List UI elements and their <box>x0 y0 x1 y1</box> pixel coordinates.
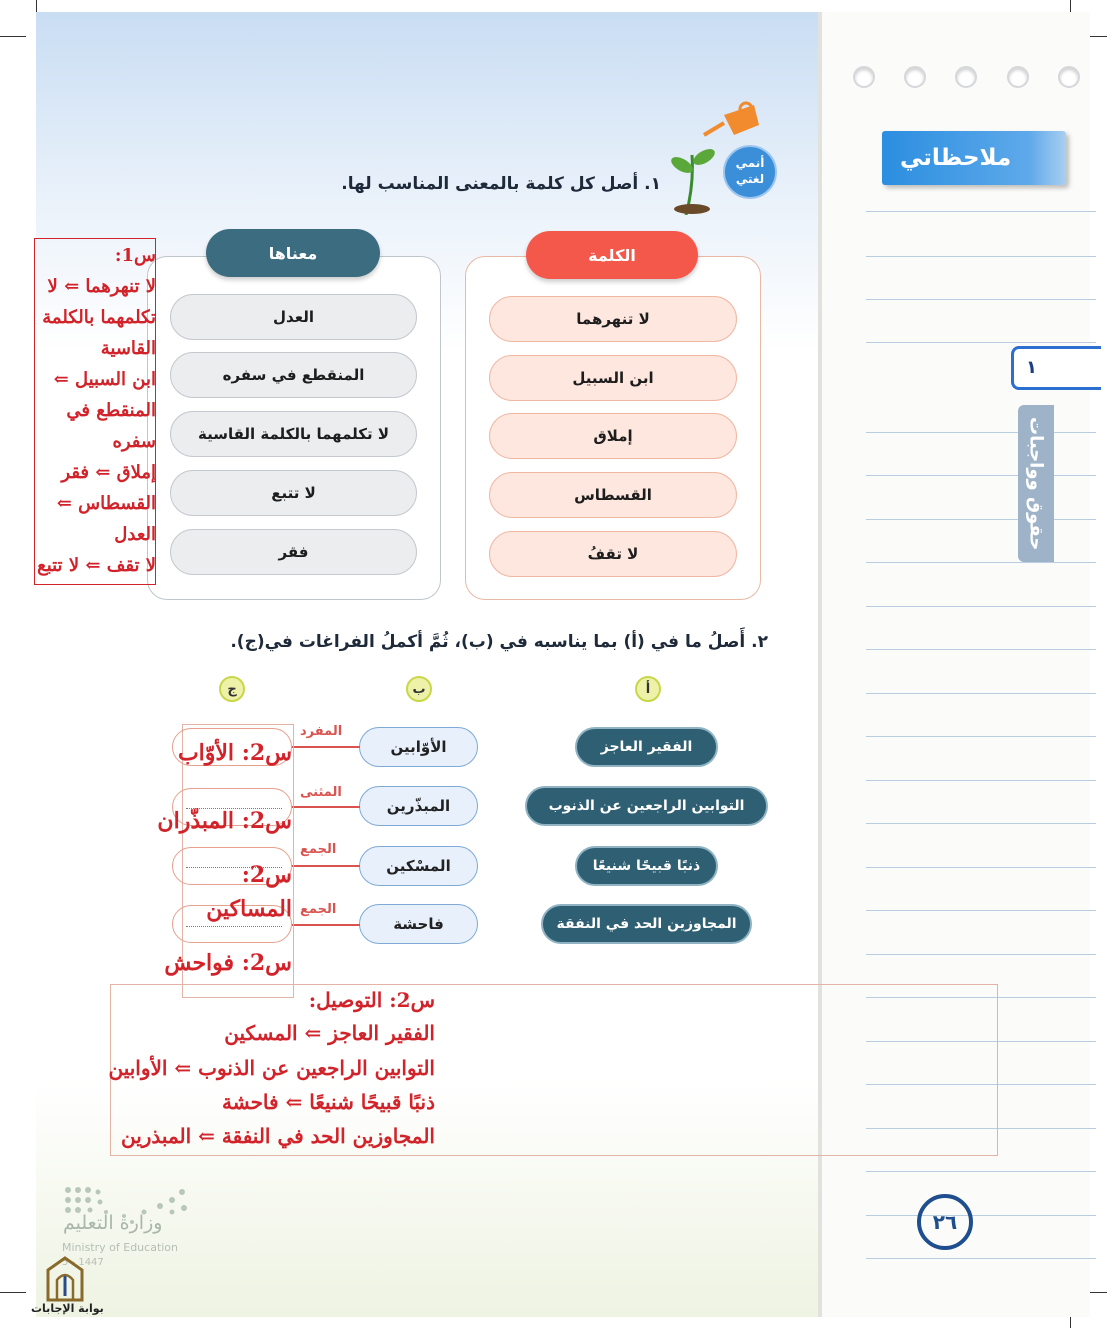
note-line <box>866 1258 1096 1259</box>
note-line <box>866 475 1096 476</box>
meaning-item[interactable]: المنقطع في سفره <box>170 352 417 398</box>
word-item[interactable]: القسطاس <box>489 472 737 518</box>
column-b-label: ب <box>406 676 432 702</box>
connector-line <box>292 924 360 926</box>
note-line <box>866 954 1096 955</box>
c-answer: س2: الأوّاب <box>177 740 292 766</box>
b-item[interactable]: فاحشة <box>359 904 478 944</box>
note-line <box>866 736 1096 737</box>
blank-dots <box>186 926 282 927</box>
note-line <box>866 1171 1096 1172</box>
language-badge <box>723 145 777 199</box>
note-line <box>866 519 1096 520</box>
note-line <box>866 780 1096 781</box>
note-line <box>866 910 1096 911</box>
binder-ring-icon <box>904 66 926 88</box>
ministry-name-en: Ministry of Education <box>62 1241 179 1254</box>
notes-banner <box>882 131 1066 185</box>
b-item[interactable]: المبذّرين <box>359 786 478 826</box>
a-item[interactable]: التوابين الراجعين عن الذنوب <box>525 786 768 826</box>
page-number <box>917 1194 973 1250</box>
form-tag: الجمع <box>300 902 337 917</box>
note-line <box>866 211 1096 212</box>
unit-title: حقوق وواجبات <box>1025 416 1047 551</box>
ministry-name-ar: وزارة التعليم <box>63 1212 163 1234</box>
q2-answer-line: التوابين الراجعين عن الذنوب ⇐ الأوابين <box>108 1056 435 1080</box>
q1-answer-text <box>36 240 156 581</box>
note-line <box>866 693 1096 694</box>
meaning-item[interactable]: فقر <box>170 529 417 575</box>
q1-answer-line: لا تقف ⇐ لا تتبع <box>37 555 156 576</box>
note-line <box>866 823 1096 824</box>
c-answer: المساكين <box>206 896 292 922</box>
c-answer: س2: المبذّران <box>157 808 292 834</box>
q2-answer-line: المجاوزين الحد في النفقة ⇐ المبذرين <box>120 1124 435 1148</box>
note-line <box>866 867 1096 868</box>
connector-line <box>292 806 360 808</box>
unit-number: ١ <box>1026 357 1037 378</box>
binder-ring-icon <box>955 66 977 88</box>
exercise1-title: ١. أصل كل كلمة بالمعنى المناسب لها. <box>341 174 661 194</box>
q1-answer-line: القسطاس ⇐ العدل <box>56 493 156 545</box>
badge-line1: أنمي <box>735 156 765 171</box>
note-line <box>866 649 1096 650</box>
note-line <box>866 256 1096 257</box>
form-tag: الجمع <box>300 842 337 857</box>
crop-mark <box>0 36 26 37</box>
b-item[interactable]: الأوّابين <box>359 727 478 767</box>
column-c-label: ج <box>219 676 245 702</box>
word-item[interactable]: لا تقفُ <box>489 531 737 577</box>
meaning-item[interactable]: لا تكلمهما بالكلمة القاسية <box>170 411 417 457</box>
exercise2-title: ٢. أَصلُ ما في (أ) بما يناسبه في (ب)، ثُمَّ أكملُ الفراغات في(ج). <box>230 632 768 652</box>
meaning-item[interactable]: العدل <box>170 294 417 340</box>
q1-answer-line: لا تنهرهما ⇐ لا تكلمهما بالكلمة القاسية <box>42 276 156 359</box>
words-header: الكلمة <box>526 231 698 279</box>
q2-answer-line: الفقير العاجز ⇐ المسكين <box>224 1021 435 1045</box>
c-answer: س2: فواحش <box>164 950 292 976</box>
q2-answer-line: س2: التوصيل: <box>308 988 435 1012</box>
word-item[interactable]: لا تنهرهما <box>489 296 737 342</box>
q2-answer-line: ذنبًا قبيحًا شنيعًا ⇐ فاحشة <box>222 1090 435 1114</box>
b-item[interactable]: المسْكين <box>359 846 478 886</box>
note-line <box>866 1215 1096 1216</box>
portal-name: بوابة الإجابات <box>31 1302 104 1315</box>
q1-answer-line: س1: <box>114 245 156 266</box>
portal-logo-icon <box>44 1256 86 1302</box>
notes-title: ملاحظاتي <box>900 145 1012 171</box>
form-tag: المثنى <box>300 785 342 800</box>
binder-ring-icon <box>853 66 875 88</box>
form-tag: المفرد <box>300 724 343 739</box>
page-number-text: ٢٦ <box>932 1210 958 1234</box>
note-line <box>866 342 1096 343</box>
q1-answer-line: ابن السبيل ⇐ المنقطع في سفره <box>53 369 156 452</box>
connector-line <box>292 746 360 748</box>
meanings-header: معناها <box>206 229 380 277</box>
crop-mark <box>0 1292 26 1293</box>
a-item[interactable]: ذنبًا قبيحًا شنيعًا <box>575 846 718 886</box>
meaning-item[interactable]: لا تتبع <box>170 470 417 516</box>
note-line <box>866 299 1096 300</box>
a-item[interactable]: المجاوزين الحد في النفقة <box>541 904 752 944</box>
binder-ring-icon <box>1058 66 1080 88</box>
word-item[interactable]: ابن السبيل <box>489 355 737 401</box>
unit-tab <box>1011 346 1101 390</box>
binder-ring-icon <box>1007 66 1029 88</box>
a-item[interactable]: الفقير العاجز <box>575 727 718 767</box>
note-line <box>866 606 1096 607</box>
word-item[interactable]: إملاق <box>489 413 737 459</box>
note-line <box>866 562 1096 563</box>
q1-answer-line: إملاق ⇐ فقر <box>61 462 156 483</box>
edition-year: 5 - 1447 <box>62 1257 104 1268</box>
note-line <box>866 432 1096 433</box>
connector-line <box>292 865 360 867</box>
badge-line2: لغتي <box>735 172 765 186</box>
unit-title-tab <box>1018 405 1054 562</box>
column-a-label: أ <box>635 676 661 702</box>
c-answer: س2: <box>241 862 292 888</box>
